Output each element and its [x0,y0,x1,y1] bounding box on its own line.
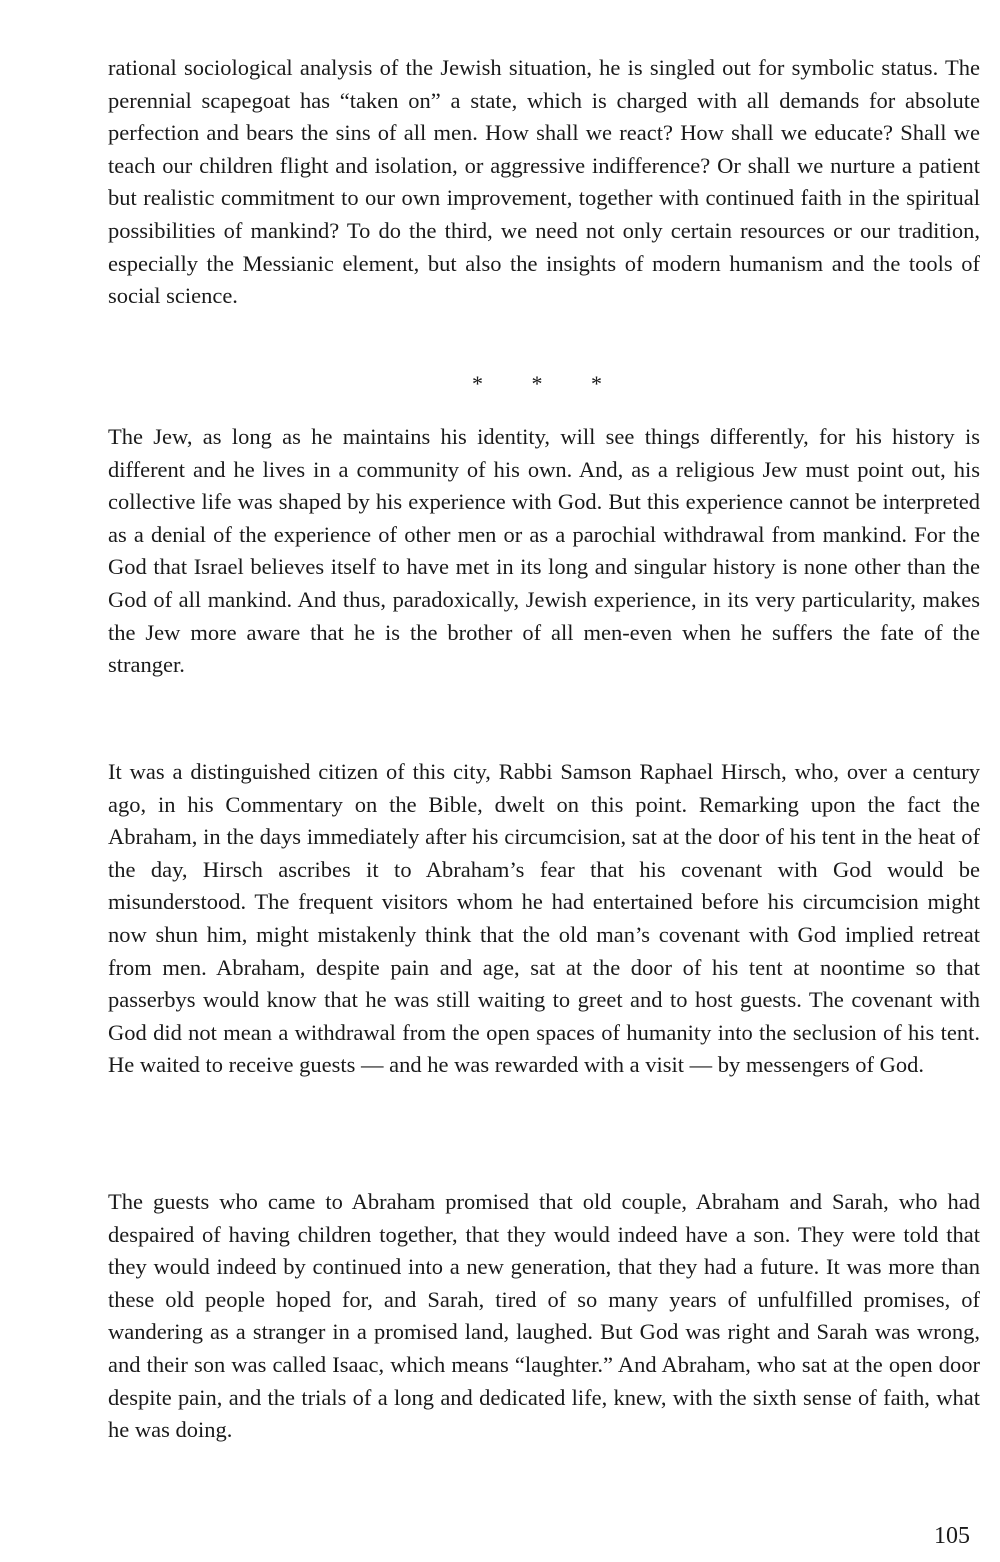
separator-asterisk: * [472,371,483,396]
paragraph-2 [108,421,980,682]
page-number: 105 [934,1523,970,1549]
paragraph-text: It was a distinguished citizen of this city, Rabbi Samson Raphael Hirsch, who, over a century ago, in his Commentary on the Bible, dwelt on this point. Remarking upon the fact the Abraham, in the days immediately after his circumcision, sat at the door of his tent in the heat of the day, Hirsch ascribes it to Abraham’s fear that his covenant with God would be misunderstood. The frequent visitors whom he had entertained before his circumcision might now shun him, might mistakenly think that the old man’s covenant with God implied retreat from men. Abraham, despite pain and age, sat at the door of his tent at noontime so that passerbys would know that he was still waiting to greet and to host guests. The covenant with God did not mean a withdrawal from the open spaces of humanity into the seclusion of his tent. He waited to receive guests — and he was rewarded with a visit — by messengers of God. [108,759,980,1078]
separator-asterisk: * [591,371,602,396]
paragraph-3 [108,756,980,1082]
paragraph-4 [108,1186,980,1447]
paragraph-text: rational sociological analysis of the Jewish situation, he is singled out for symbolic status. The perennial scapegoat has “taken on” a state, which is charged with all demands for absolute perfection and bears the sins of all men. How shall we react? How shall we educate? Shall we teach our children flight and isolation, or aggressive indifference? Or shall we nurture a patient but realistic commitment to our own improvement, together with continued faith in the spiritual possibilities of mankind? To do the third, we need not only certain resources or our tradition, especially the Messianic element, but also the insights of modern humanism and the tools of social science. [108,55,980,309]
paragraph-text: The Jew, as long as he maintains his identity, will see things differently, for his history is different and he lives in a community of his own. And, as a religious Jew must point out, his collective life was shaped by his experience with God. But this experience cannot be interpreted as a denial of the experience of other men or as a parochial withdrawal from mankind. For the God that Israel believes itself to have met in its long and singular history is none other than the God of all mankind. And thus, paradoxically, Jewish experience, in its very particularity, makes the Jew more aware that he is the brother of all men-even when he suffers the fate of the stranger. [108,424,980,678]
section-separator [472,370,602,398]
paragraph-text: The guests who came to Abraham promised that old couple, Abraham and Sarah, who had despaired of having children together, that they would indeed have a son. They were told that they would indeed by continued into a new generation, that they had a future. It was more than these old people hoped for, and Sarah, tired of so many years of unfulfilled promises, of wandering as a stranger in a promised land, laughed. But God was right and Sarah was wrong, and their son was called Isaac, which means “laughter.” And Abraham, who sat at the open door despite pain, and the trials of a long and dedicated life, knew, with the sixth sense of faith, what he was doing. [108,1189,980,1443]
paragraph-1 [108,52,980,313]
separator-asterisk: * [531,371,543,396]
